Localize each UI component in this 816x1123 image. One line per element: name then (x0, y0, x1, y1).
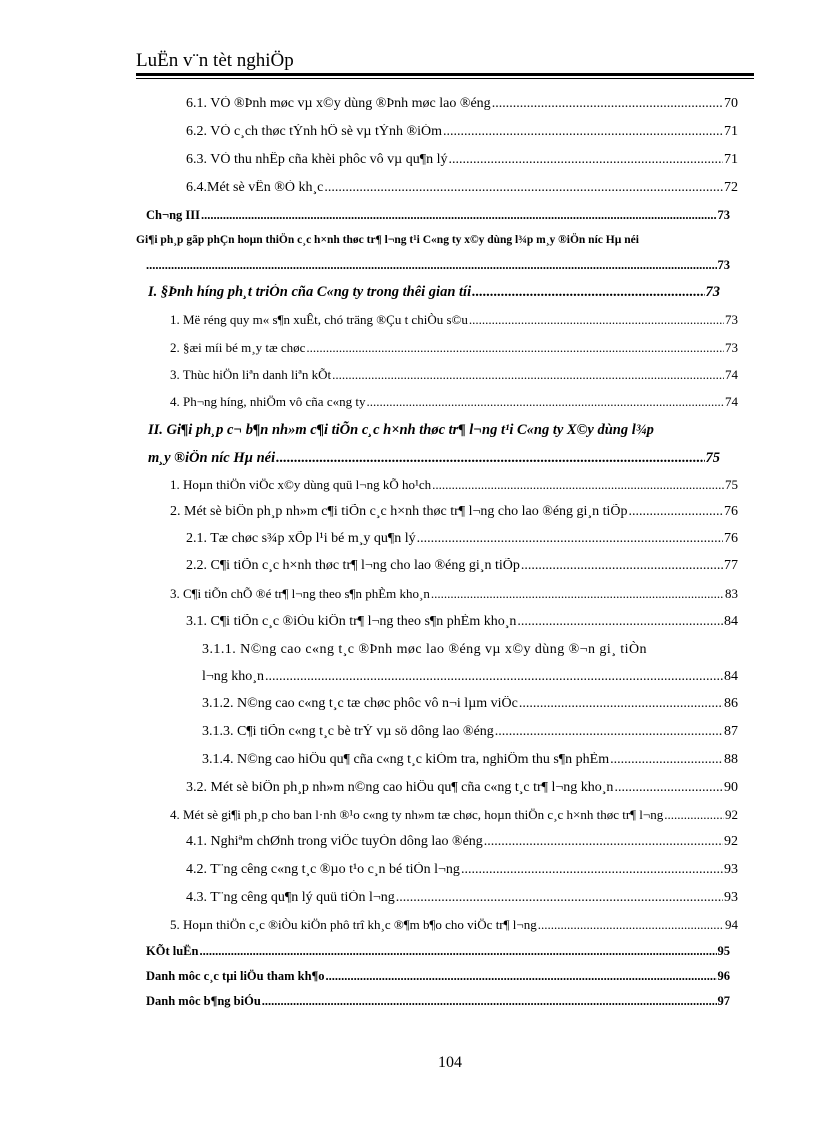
toc-leader (324, 180, 723, 196)
toc-entry-text: m¸y ®iÖn níc Hµ néi (148, 450, 276, 466)
toc-leader (519, 696, 723, 712)
toc-entry-text: 5. Hoµn thiÖn c¸c ®iÒu kiÖn phô trî kh¸c ®¶m b¶o cho viÖc tr¶ l¬ng (170, 917, 537, 932)
toc-entry-text: 2. Mét sè biÖn ph¸p nh»m c¶i tiÕn c¸c h×nh thøc tr¶ l¬ng cho lao ®éng gi¸n tiÕp (170, 504, 628, 519)
toc-entry-text: 4.2. T¨ng cêng c«ng t¸c ®µo t¹o c¸n bé tiÒn l¬ng (186, 862, 460, 877)
toc-entry[interactable] (170, 367, 738, 383)
toc-entry-page: 73 (705, 284, 720, 300)
toc-entry[interactable] (170, 807, 738, 823)
toc-entry-page: 75 (705, 450, 720, 466)
toc-entry-text: 3.1.3. C¶i tiÕn c«ng t¸c bè trÝ vµ sö dông lao ®éng (202, 724, 494, 739)
toc-entry-text: Ch¬ng III (146, 208, 201, 222)
toc-leader (461, 862, 723, 878)
toc-entry-text: 1. Hoµn thiÖn viÖc x©y dùng quü l¬ng kÕ ho¹ch (170, 477, 432, 492)
header-title: LuËn v¨n tèt nghiÖp (136, 50, 294, 71)
toc-chapter-entry[interactable] (146, 994, 730, 1009)
toc-entry-text: 1. Më réng quy m« s¶n xuÊt, chó träng ®Çu t chiÒu s©u (170, 312, 468, 327)
toc-chapter-entry[interactable] (146, 208, 730, 223)
toc-entry[interactable] (170, 312, 738, 328)
toc-entry[interactable] (186, 614, 738, 630)
toc-chapter-title-line1: Gi¶i ph¸p gãp phÇn hoµn thiÖn c¸c h×nh thøc tr¶ l¬ng t¹i C«ng ty x©y dùng l¾p m¸y ®iÖn níc Hµ néi (136, 234, 639, 246)
toc-entry-page: 76 (724, 504, 738, 519)
running-header (136, 50, 754, 79)
toc-entry-page: 71 (724, 152, 738, 167)
page-number: 104 (438, 1054, 462, 1071)
toc-leader (538, 917, 724, 933)
toc-leader (306, 340, 724, 356)
toc-leader (396, 890, 723, 906)
header-rule-thick (136, 73, 754, 76)
toc-entry[interactable] (170, 394, 738, 410)
toc-entry-page: 73 (717, 258, 730, 272)
toc-entry[interactable] (186, 890, 738, 906)
toc-entry-page: 73 (717, 208, 730, 222)
toc-subentry-title-line1: 3.1.1. N©ng cao c«ng t¸c ®Þnh møc lao ®éng vµ x©y dùng ®¬n gi¸ tiÒn (202, 642, 647, 657)
toc-entry-text: 3.2. Mét sè biÖn ph¸p nh»m n©ng cao hiÖu qu¶ cña c«ng t¸c tr¶ l¬ng kho¸n (186, 780, 614, 795)
toc-leader (199, 944, 716, 959)
toc-entry[interactable] (186, 558, 738, 574)
toc-entry-text: 4.3. T¨ng cêng qu¶n lý quü tiÒn l¬ng (186, 890, 395, 905)
toc-entry[interactable] (186, 96, 738, 112)
toc-entry[interactable] (170, 340, 738, 356)
toc-entry-text: 3.1.4. N©ng cao hiÖu qu¶ cña c«ng t¸c kiÓm tra, nghiÖm thu s¶n phÈm (202, 752, 610, 767)
toc-entry[interactable] (186, 862, 738, 878)
toc-entry-page: 92 (724, 834, 738, 849)
toc-entry[interactable] (186, 152, 738, 168)
toc-chapter-title-continuation[interactable] (146, 258, 730, 273)
toc-entry-text: 6.4.Mét sè vÊn ®Ò kh¸c (186, 180, 324, 195)
toc-entry-page: 84 (724, 614, 738, 629)
toc-leader (431, 586, 724, 602)
toc-leader (417, 531, 723, 547)
toc-entry-text: Danh môc c¸c tµi liÖu tham kh¶o (146, 969, 325, 983)
toc-entry-text: 2. §æi míi bé m¸y tæ chøc (170, 340, 306, 355)
toc-entry-page: 83 (725, 586, 738, 601)
toc-entry[interactable] (170, 504, 738, 520)
toc-leader (521, 558, 723, 574)
toc-entry-page: 87 (724, 724, 738, 739)
toc-chapter-entry[interactable] (146, 969, 730, 984)
toc-leader (443, 124, 723, 140)
toc-leader (472, 284, 704, 301)
toc-entry-page: 94 (725, 917, 738, 932)
toc-leader (448, 152, 723, 168)
toc-leader (628, 504, 723, 520)
toc-entry-text: I. §Þnh híng ph¸t triÓn cña C«ng ty trong thêi gian tíi (148, 284, 472, 300)
toc-entry-page: 73 (725, 340, 738, 355)
toc-leader (146, 258, 717, 273)
toc-leader (262, 994, 717, 1009)
toc-leader (495, 724, 723, 740)
toc-leader (326, 969, 717, 984)
toc-entry-page: 74 (725, 394, 738, 409)
toc-entry-text: l¬ng kho¸n (202, 669, 264, 684)
toc-leader (614, 780, 723, 796)
toc-leader (332, 367, 724, 383)
toc-entry-text: 3. C¶i tiÕn chÕ ®é tr¶ l¬ng theo s¶n phÈm kho¸n (170, 586, 430, 601)
toc-leader (201, 208, 716, 223)
toc-entry-text: Danh môc b¶ng biÓu (146, 994, 261, 1008)
toc-entry[interactable] (170, 586, 738, 602)
toc-leader (492, 96, 723, 112)
toc-leader (517, 614, 723, 630)
toc-entry[interactable] (202, 752, 738, 768)
toc-entry-page: 97 (717, 994, 730, 1008)
toc-entry-page: 71 (724, 124, 738, 139)
toc-entry[interactable] (186, 780, 738, 796)
toc-section-entry[interactable] (148, 284, 720, 301)
toc-leader (276, 450, 704, 467)
toc-leader (366, 394, 724, 410)
toc-entry-text: 4. Ph¬ng híng, nhiÖm vô cña c«ng ty (170, 394, 366, 409)
toc-leader (484, 834, 723, 850)
header-rule-thin (136, 78, 754, 79)
toc-entry[interactable] (202, 696, 738, 712)
toc-entry[interactable] (186, 834, 738, 850)
toc-leader (664, 807, 724, 823)
toc-entry-text: 3. Thùc hiÖn liªn danh liªn kÕt (170, 367, 332, 382)
toc-entry[interactable] (202, 724, 738, 740)
toc-entry-text: 2.2. C¶i tiÕn c¸c h×nh thøc tr¶ l¬ng cho lao ®éng gi¸n tiÕp (186, 558, 520, 573)
toc-entry-text: 6.1. VÒ ®Þnh møc vµ x©y dùng ®Þnh møc lao ®éng (186, 96, 491, 111)
toc-entry-page: 88 (724, 752, 738, 767)
toc-entry-page: 93 (724, 862, 738, 877)
toc-entry-page: 93 (724, 890, 738, 905)
toc-entry-page: 73 (725, 312, 738, 327)
toc-entry[interactable] (202, 669, 738, 685)
toc-entry-page: 92 (725, 807, 738, 822)
toc-entry-text: 6.3. VÒ thu nhËp cña khèi phôc vô vµ qu¶n lý (186, 152, 448, 167)
toc-entry-page: 95 (717, 944, 730, 958)
toc-entry[interactable] (170, 917, 738, 933)
toc-entry[interactable] (186, 531, 738, 547)
toc-entry-text: 3.1.2. N©ng cao c«ng t¸c tæ chøc phôc vô n¬i lµm viÖc (202, 696, 518, 711)
toc-entry-text: 6.2. VÒ c¸ch thøc tÝnh hÖ sè vµ tÝnh ®iÓm (186, 124, 443, 139)
toc-leader (432, 477, 724, 493)
toc-entry-page: 75 (725, 477, 738, 492)
toc-entry-text: 4. Mét sè gi¶i ph¸p cho ban l·nh ®¹o c«ng ty nh»m tæ chøc, hoµn thiÖn c¸c h×nh thøc tr¶ l¬ng (170, 807, 664, 822)
toc-leader (610, 752, 723, 768)
toc-chapter-entry[interactable] (146, 944, 730, 959)
toc-entry-text: 3.1. C¶i tiÕn c¸c ®iÒu kiÖn tr¶ l¬ng theo s¶n phÈm kho¸n (186, 614, 517, 629)
toc-leader (469, 312, 724, 328)
toc-entry-text: 2.1. Tæ chøc s¾p xÕp l¹i bé m¸y qu¶n lý (186, 531, 416, 546)
toc-entry-page: 72 (724, 180, 738, 195)
toc-section-title-line1: II. Gi¶i ph¸p c¬ b¶n nh»m c¶i tiÕn c¸c h×nh thøc tr¶ l¬ng t¹i C«ng ty X©y dùng l¾p (148, 422, 654, 438)
toc-entry-page: 86 (724, 696, 738, 711)
toc-entry-page: 70 (724, 96, 738, 111)
toc-entry-page: 74 (725, 367, 738, 382)
toc-entry-page: 76 (724, 531, 738, 546)
toc-entry-text: KÕt luËn (146, 944, 199, 958)
toc-entry[interactable] (170, 477, 738, 493)
toc-entry-page: 77 (724, 558, 738, 573)
toc-entry-text: 4.1. Nghiªm chØnh trong viÖc tuyÓn dông lao ®éng (186, 834, 483, 849)
toc-entry-page: 84 (724, 669, 738, 684)
toc-entry-page: 90 (724, 780, 738, 795)
toc-entry[interactable] (186, 124, 738, 140)
toc-entry-page: 96 (717, 969, 730, 983)
toc-leader (265, 669, 723, 685)
toc-section-entry[interactable] (148, 450, 720, 467)
toc-entry[interactable] (186, 180, 738, 196)
